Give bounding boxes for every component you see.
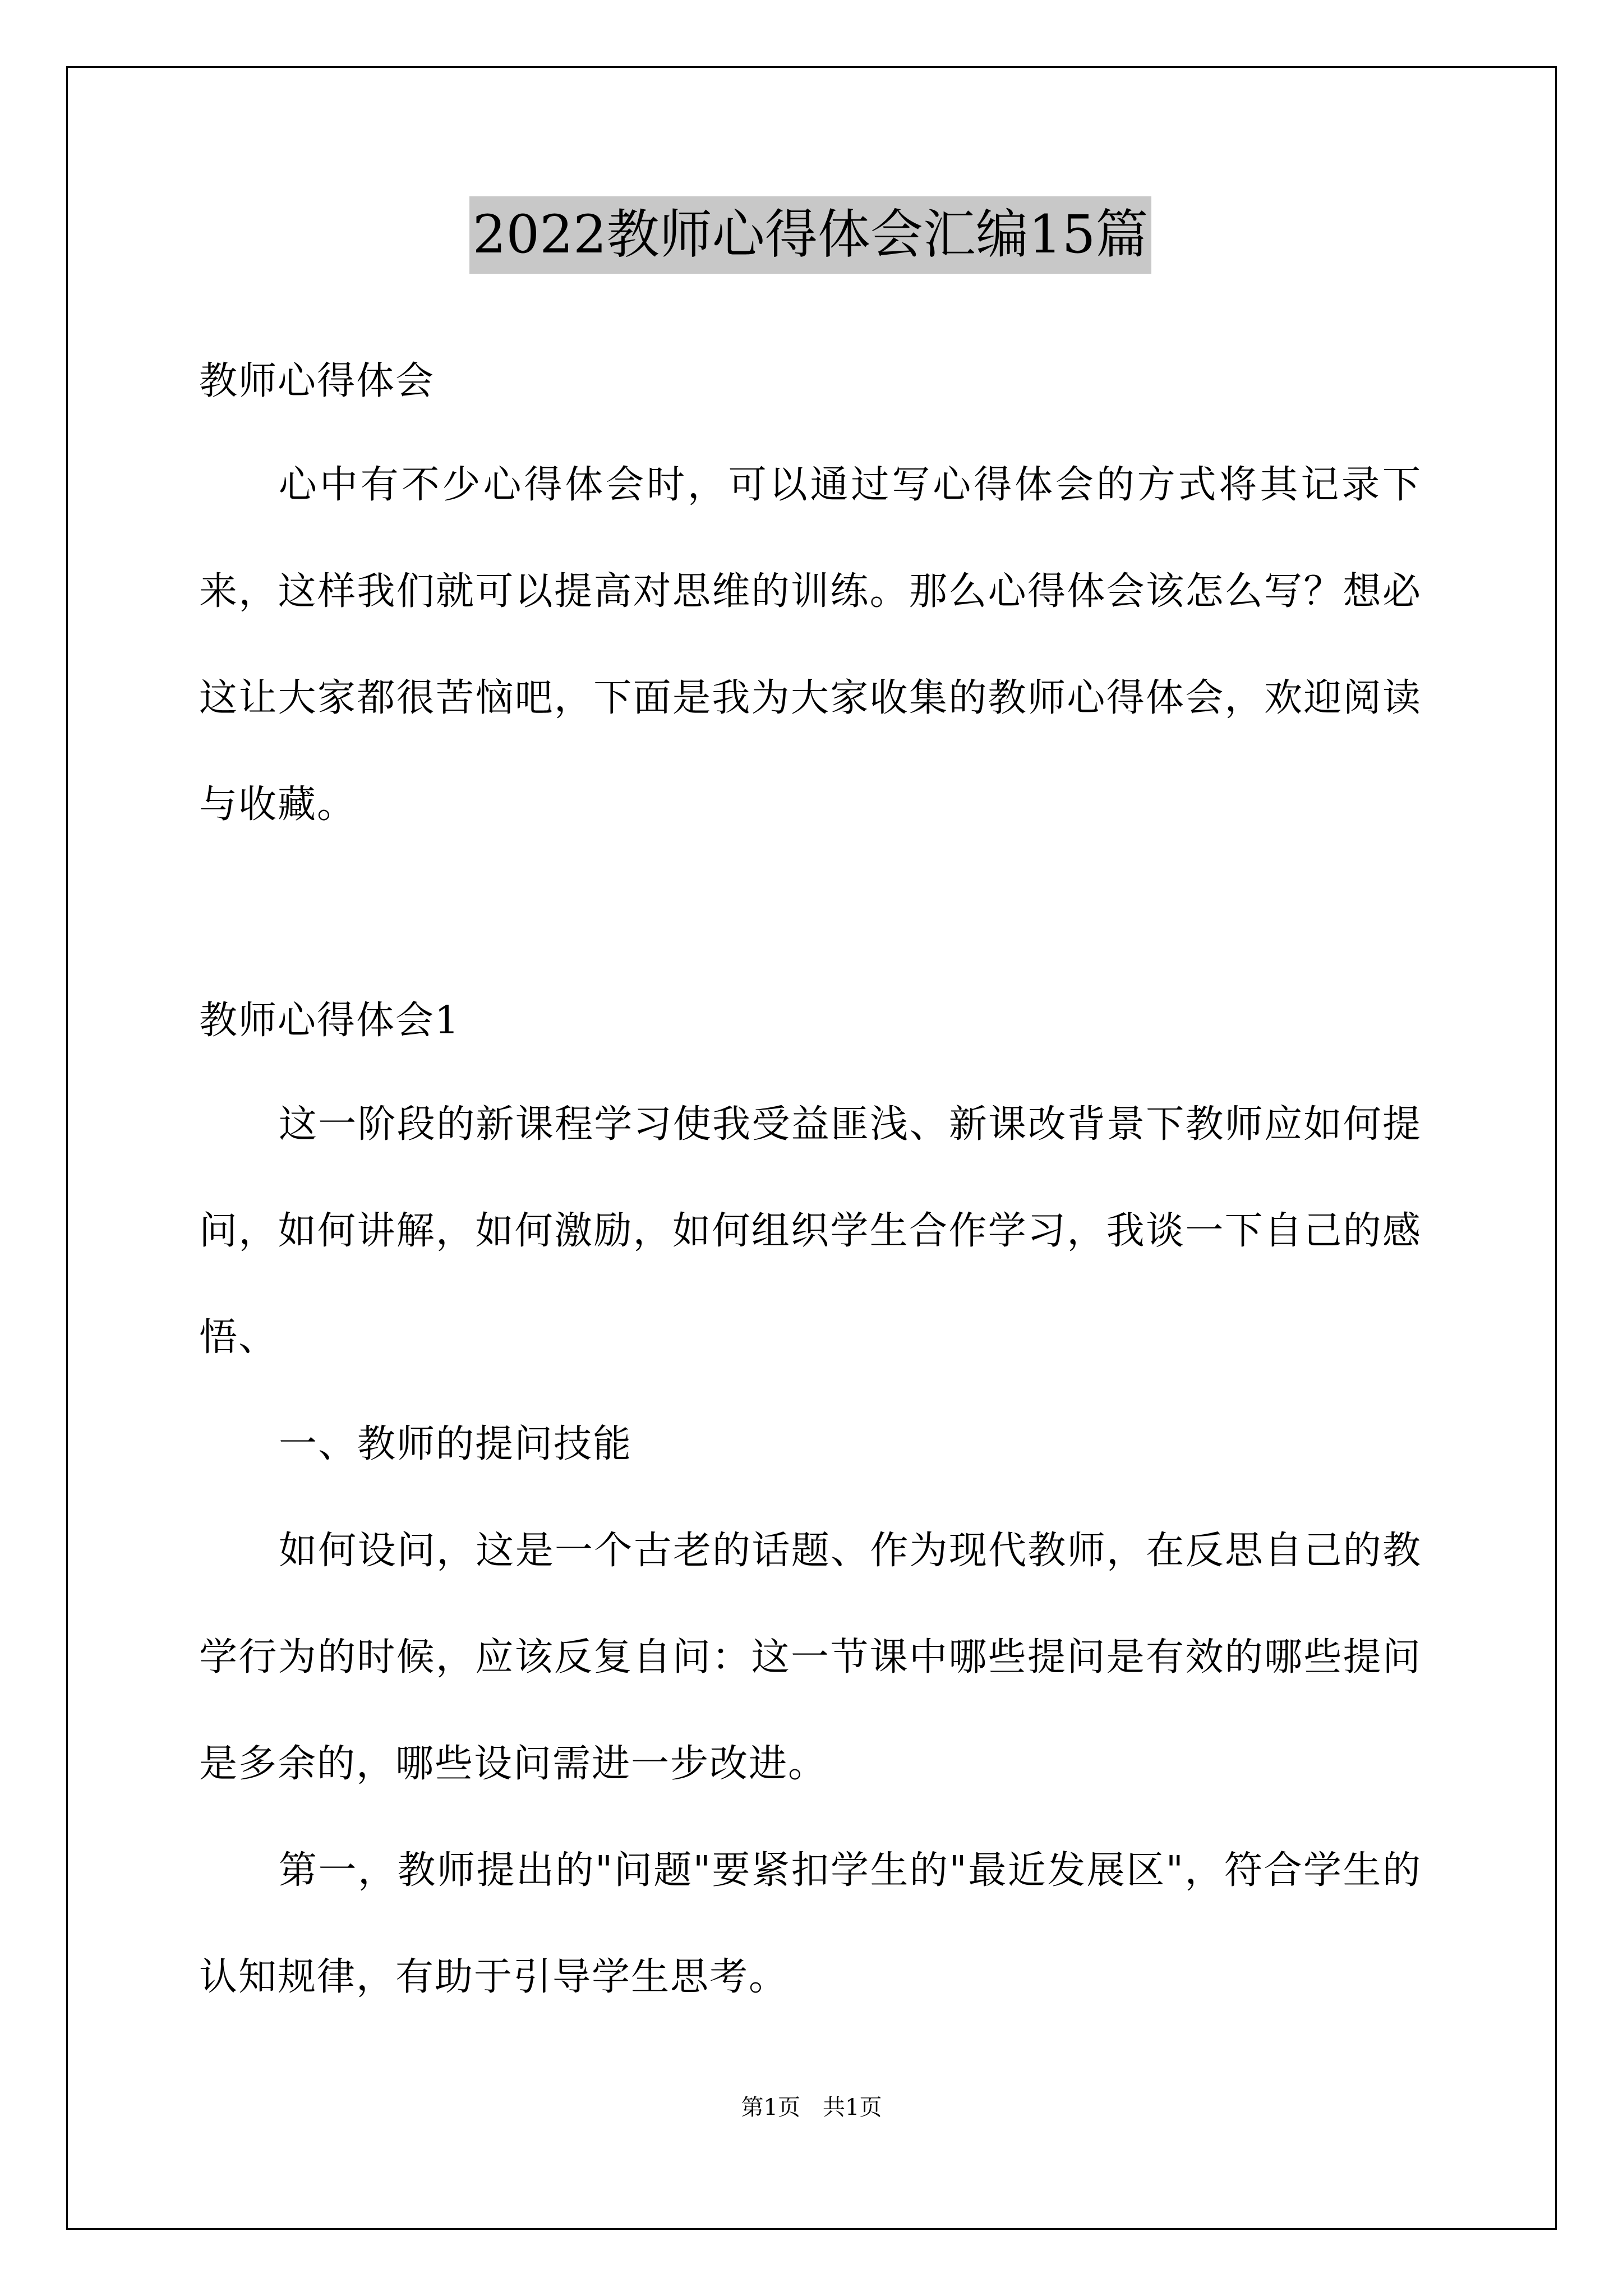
- section1-subheading-1: 一、教师的提问技能: [279, 1422, 633, 1466]
- intro-paragraph: 心中有不少心得体会时，可以通过写心得体会的方式将其记录下来，这样我们就可以提高对思维的训练。那么心得体会该怎么写？想必这让大家都很苦恼吧，下面是我为大家收集的教师心得体会，欢迎阅读与收藏。: [199, 463, 1422, 827]
- section1-paragraph-3: 第一，教师提出的"问题"要紧扣学生的"最近发展区"，符合学生的认知规律，有助于引导学生思考。: [199, 1848, 1422, 1999]
- section1-paragraph-2: 如何设问，这是一个古老的话题、作为现代教师，在反思自己的教学行为的时候，应该反复自问：这一节课中哪些提问是有效的哪些提问是多余的，哪些设问需进一步改进。: [199, 1529, 1422, 1786]
- page-footer: 第1页 共1页: [741, 2095, 882, 2120]
- intro-heading: 教师心得体会: [199, 359, 435, 403]
- section1-heading: 教师心得体会1: [199, 999, 460, 1043]
- title-container: [199, 196, 1422, 274]
- document-title: 2022教师心得体会汇编15篇: [469, 196, 1152, 274]
- section1-paragraph-1: 这一阶段的新课程学习使我受益匪浅、新课改背景下教师应如何提问，如何讲解，如何激励，如何组织学生合作学习，我谈一下自己的感悟、: [199, 1102, 1422, 1360]
